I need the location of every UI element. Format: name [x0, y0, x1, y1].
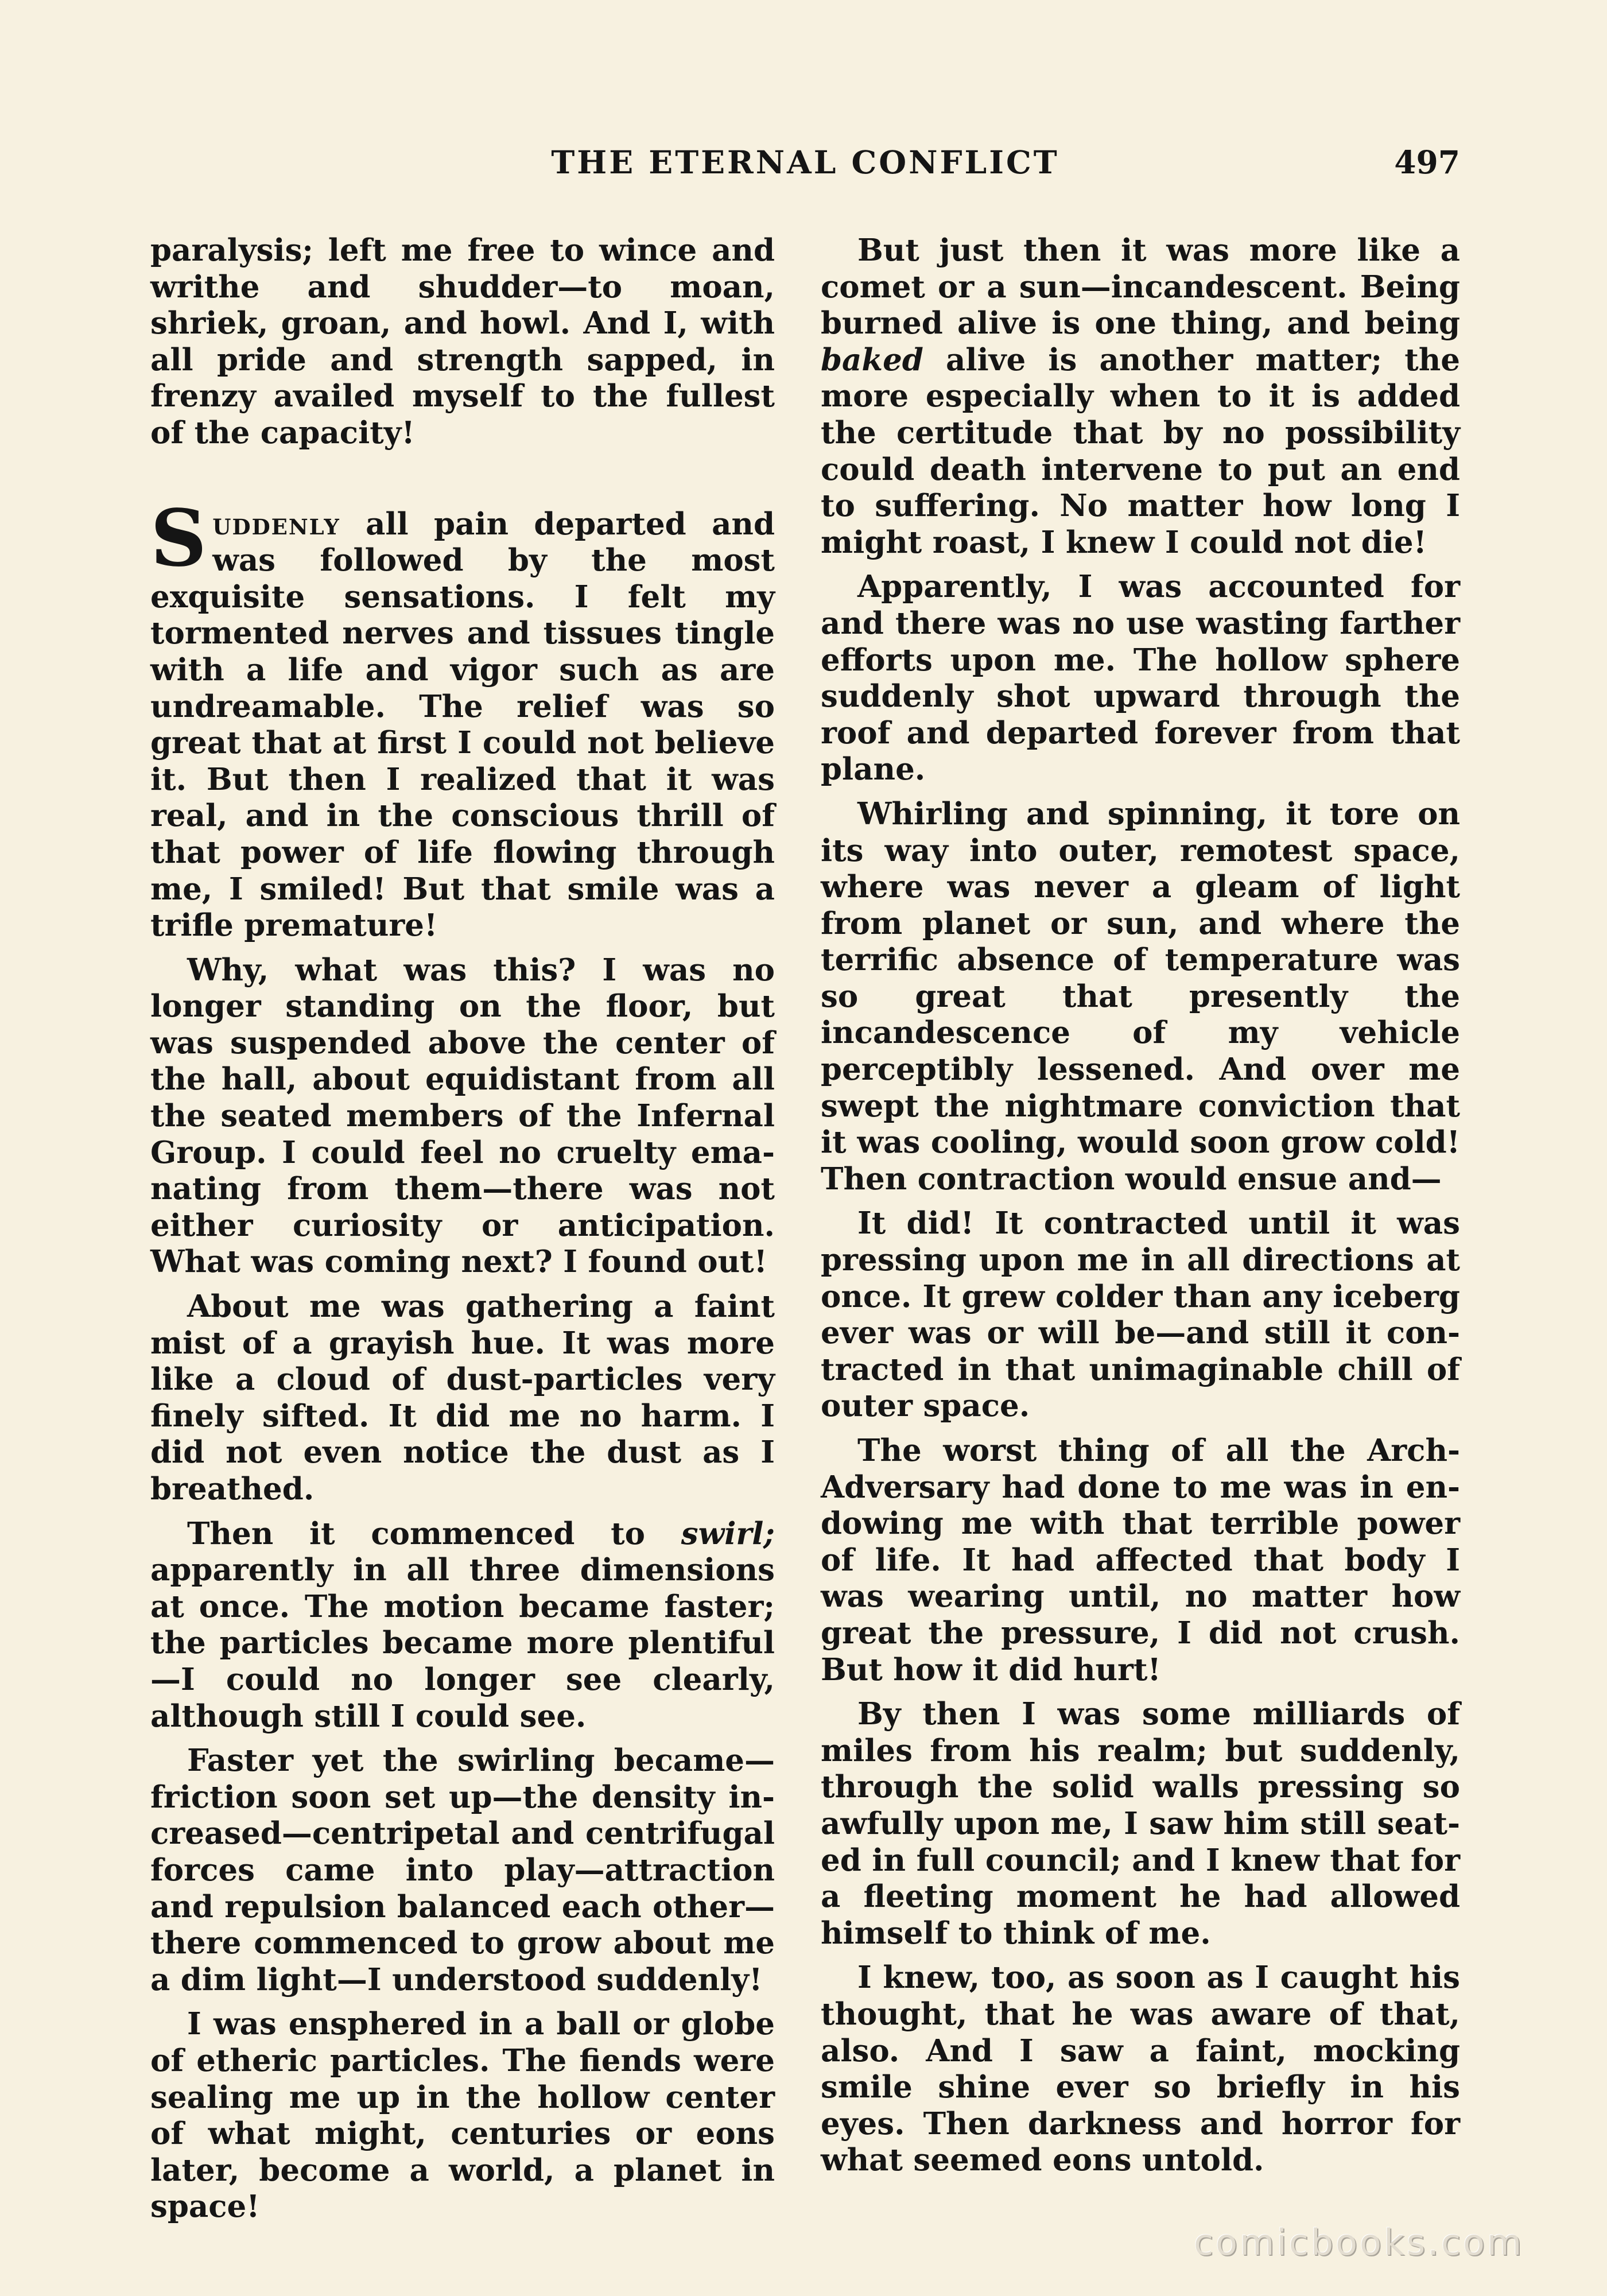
running-title: THE ETERNAL CONFLICT — [551, 144, 1059, 181]
paragraph: By then I was some milliards of miles from his realm; but suddenly, through the solid walls pressing so awfully upon me, I saw him still seated in full council; and I knew that for a fleeting moment he had allowed himself to think of me. — [821, 1696, 1460, 1951]
paragraph: The worst thing of all the Arch-Adversary had done to me was in endowing me with that terrible power of life. It had affected that body I was wearing until, no matter how great the pressure, I did not crush. But how it did hurt! — [821, 1433, 1460, 1688]
paragraph: I knew, too, as soon as I caught his thought, that he was aware of that, also. And I saw a faint, mocking smile shine ever so briefly in his eyes. Then darkness and horror for what seemed eons untold. — [821, 1960, 1460, 2178]
paragraph: paralysis; left me free to wince and writhe and shudder—to moan, shriek, groan, and howl. And I, with all pride and strength sapped, in frenzy availed myself to the fullest of the capacity! — [150, 232, 775, 451]
paragraph: It did! It contracted until it was pressing upon me in all directions at once. It grew colder than any iceberg ever was or will be—and still it contracted in that unimaginable chill of outer space. — [821, 1205, 1460, 1424]
paragraph — [821, 232, 1460, 561]
left-text-column — [150, 232, 775, 2233]
drop-cap-letter: S — [150, 492, 207, 584]
paragraph-text: Then it commenced to — [187, 1515, 681, 1552]
page-header — [150, 144, 1460, 184]
right-text-column — [821, 232, 1460, 2187]
italic-word: swirl; — [681, 1515, 775, 1552]
paragraph-dropcap — [150, 492, 775, 944]
paragraph — [150, 1516, 775, 1735]
paragraph-text: apparently in all three dimensions at once. The motion became faster; the particles became more plentiful—I could no longer see clearly, although still I could see. — [150, 1552, 775, 1734]
paragraph-text: alive is another matter; the more especially when to it is added the certitude that by no possibility could death intervene to put an end to suffering. No matter how long I might roast, I knew I could not die! — [821, 342, 1460, 560]
paragraph-text: But just then it was more like a comet or a sun—incandescent. Being burned alive is one thing, and being — [821, 232, 1460, 342]
paragraph: Why, what was this? I was no longer standing on the floor, but was suspended above the center of the hall, about equidistant from all the seated members of the Infernal Group. I could feel no cruelty emanating from them—there was not either curiosity or anticipation. What was coming next? I found out! — [150, 952, 775, 1280]
page-number: 497 — [1394, 144, 1460, 181]
small-caps-lead: uddenly — [212, 506, 340, 542]
site-watermark: comicbooks.com — [1194, 2221, 1524, 2263]
italic-word: baked — [821, 342, 923, 378]
paragraph: Whirling and spinning, it tore on its way into outer, remotest space, where was never a gleam of light from planet or sun, and where the terrific absence of temperature was so great that presently the incandescence of my vehicle perceptibly lessened. And over me swept the nightmare conviction that it was cooling, would soon grow cold! Then contraction would ensue and— — [821, 796, 1460, 1197]
paragraph: Faster yet the swirling became—friction soon set up—the density increased—centripetal and centrifugal forces came into play—attraction and repulsion balanced each other—there commenced to grow about me a dim light—I understood suddenly! — [150, 1743, 775, 1998]
paragraph: Apparently, I was accounted for and there was no use wasting farther efforts upon me. The hollow sphere suddenly shot upward through the roof and departed forever from that plane. — [821, 569, 1460, 788]
paragraph: About me was gathering a faint mist of a grayish hue. It was more like a cloud of dust-particles very finely sifted. It did me no harm. I did not even notice the dust as I breathed. — [150, 1289, 775, 1507]
paragraph-text: all pain departed and was followed by the most exquisite sensations. I felt my tormented nerves and tissues tingle with a life and vigor such as are undreamable. The relief was so great that at first I could not believe it. But then I realized that it was real, and in the conscious thrill of that power of life flowing through me, I smiled! But that smile was a trifle premature! — [150, 506, 775, 944]
paragraph: I was ensphered in a ball or globe of etheric particles. The fiends were sealing me up in the hollow center of what might, centuries or eons later, become a world, a planet in space! — [150, 2006, 775, 2225]
